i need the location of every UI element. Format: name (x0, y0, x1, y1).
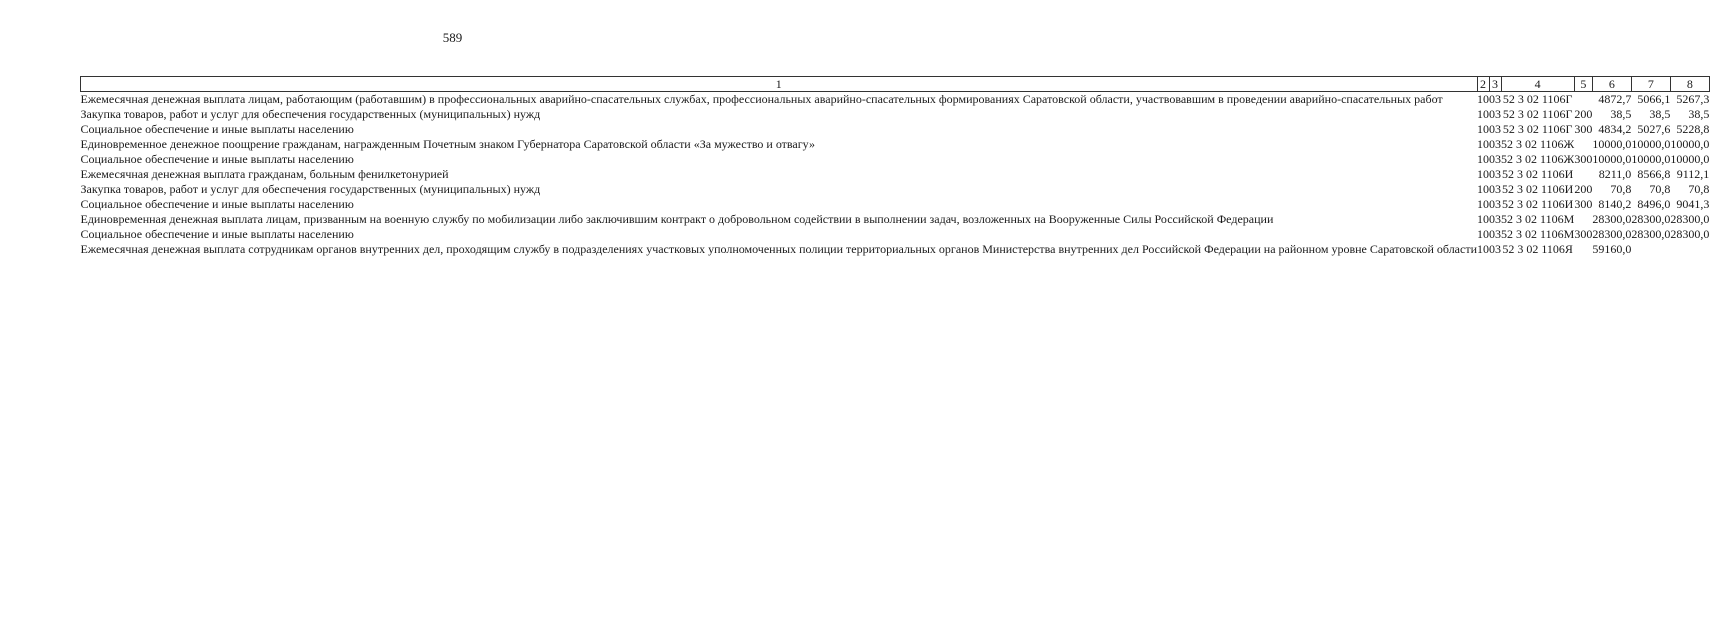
row-expense-type: 300 (1574, 122, 1593, 136)
row-expense-type: 300 (1574, 152, 1593, 166)
row-subsection: 03 (1489, 122, 1501, 136)
row-amount-3: 70,8 (1688, 182, 1710, 196)
row-expense-type (1574, 167, 1592, 182)
table-row (81, 197, 1710, 212)
row-target-article: 52 3 02 1106И (1502, 182, 1574, 196)
table-row (81, 152, 1710, 167)
col-header: 6 (1592, 77, 1631, 92)
row-section: 10 (1477, 242, 1489, 256)
row-expense-type: 300 (1574, 197, 1593, 211)
row-amount-2 (1631, 242, 1670, 257)
row-target-article: 52 3 02 1106Ж (1501, 137, 1575, 151)
table-row (81, 92, 1710, 108)
row-amount-1: 4872,7 (1598, 92, 1632, 106)
row-expense-type (1574, 92, 1592, 108)
row-amount-1: 8211,0 (1598, 167, 1632, 181)
row-target-article: 52 3 02 1106М (1501, 212, 1575, 226)
row-amount-3: 9041,3 (1676, 197, 1710, 211)
row-subsection: 03 (1489, 182, 1501, 196)
table-body (81, 92, 1710, 258)
row-amount-1: 59160,0 (1592, 242, 1632, 256)
row-amount-3: 10000,0 (1670, 137, 1710, 151)
page-number: 589 (442, 30, 463, 45)
row-expense-type (1574, 137, 1592, 152)
table-row (81, 137, 1710, 152)
row-target-article: 52 3 02 1106Г (1502, 107, 1573, 121)
row-amount-2: 38,5 (1649, 107, 1671, 121)
row-subsection: 03 (1489, 197, 1501, 211)
row-target-article: 52 3 02 1106И (1502, 167, 1574, 181)
row-section: 10 (1477, 227, 1489, 241)
row-target-article: 52 3 02 1106Г (1502, 92, 1573, 106)
col-header: 3 (1489, 77, 1501, 92)
row-amount-2: 28300,0 (1631, 227, 1671, 241)
table-row (81, 182, 1710, 197)
row-section: 10 (1477, 92, 1489, 106)
row-subsection: 03 (1489, 137, 1501, 151)
row-description: Социальное обеспечение и иные выплаты населению (80, 122, 354, 136)
row-amount-3: 38,5 (1688, 107, 1710, 121)
row-description: Социальное обеспечение и иные выплаты населению (80, 152, 354, 166)
row-description: Закупка товаров, работ и услуг для обеспечения государственных (муниципальных) нужд (80, 182, 541, 196)
row-section: 10 (1477, 107, 1489, 121)
row-amount-3: 5228,8 (1676, 122, 1710, 136)
col-header: 5 (1574, 77, 1592, 92)
row-amount-1: 10000,0 (1592, 137, 1632, 151)
row-amount-1: 28300,0 (1592, 212, 1632, 226)
row-description: Ежемесячная денежная выплата сотрудникам органов внутренних дел, проходящим службу в подразделениях участковых уполномоченных полиции территориальных органов Министерства внутренних дел Российской Федерации на районном уровне Саратовской области (80, 242, 1477, 256)
row-subsection: 03 (1489, 107, 1501, 121)
col-header: 1 (81, 77, 1478, 92)
row-target-article: 52 3 02 1106М (1501, 227, 1575, 241)
row-description: Ежемесячная денежная выплата гражданам, больным фенилкетонурией (80, 167, 449, 181)
row-target-article: 52 3 02 1106Я (1502, 242, 1573, 256)
row-amount-3: 28300,0 (1670, 227, 1710, 241)
table-row (81, 122, 1710, 137)
row-amount-2: 5027,6 (1637, 122, 1671, 136)
row-amount-2: 8496,0 (1637, 197, 1671, 211)
row-description: Единовременная денежная выплата лицам, призванным на военную службу по мобилизации либо заключившим контракт о добровольном содействии в выполнении задач, возложенных на Вооруженные Силы Российской Федерации (80, 212, 1274, 226)
row-expense-type: 300 (1574, 227, 1593, 241)
row-subsection: 03 (1489, 92, 1501, 106)
row-section: 10 (1477, 212, 1489, 226)
row-section: 10 (1477, 197, 1489, 211)
row-section: 10 (1477, 152, 1489, 166)
row-amount-1: 4834,2 (1598, 122, 1632, 136)
row-amount-2: 10000,0 (1631, 152, 1671, 166)
row-section: 10 (1477, 137, 1489, 151)
row-section: 10 (1477, 167, 1489, 181)
row-description: Единовременное денежное поощрение гражданам, награжденным Почетным знаком Губернатора Саратовской области «За мужество и отвагу» (80, 137, 815, 151)
row-subsection: 03 (1489, 167, 1501, 181)
table-row (81, 242, 1710, 257)
row-description: Ежемесячная денежная выплата лицам, работающим (работавшим) в профессиональных аварийно-спасательных службах, профессиональных аварийно-спасательных формированиях Саратовской области, участвовавшим в проведении аварийно-спасательных работ (80, 92, 1443, 106)
col-header: 7 (1631, 77, 1670, 92)
row-target-article: 52 3 02 1106И (1502, 197, 1574, 211)
row-amount-3: 10000,0 (1670, 152, 1710, 166)
row-amount-1: 38,5 (1610, 107, 1632, 121)
row-description: Социальное обеспечение и иные выплаты населению (80, 197, 354, 211)
row-subsection: 03 (1489, 227, 1501, 241)
row-amount-2: 8566,8 (1637, 167, 1671, 181)
header-row (81, 77, 1710, 92)
row-expense-type (1574, 212, 1592, 227)
row-amount-2: 5066,1 (1637, 92, 1671, 106)
budget-table (80, 76, 1710, 257)
row-amount-3 (1670, 242, 1709, 257)
row-amount-3: 5267,3 (1676, 92, 1710, 106)
row-amount-1: 70,8 (1610, 182, 1632, 196)
table-row (81, 107, 1710, 122)
col-header: 8 (1670, 77, 1709, 92)
row-description: Социальное обеспечение и иные выплаты населению (80, 227, 354, 241)
row-expense-type (1574, 242, 1592, 257)
row-subsection: 03 (1489, 152, 1501, 166)
row-subsection: 03 (1489, 212, 1501, 226)
row-amount-1: 28300,0 (1592, 227, 1632, 241)
row-amount-3: 28300,0 (1670, 212, 1710, 226)
row-subsection: 03 (1489, 242, 1501, 256)
col-header: 2 (1477, 77, 1489, 92)
row-section: 10 (1477, 122, 1489, 136)
row-amount-3: 9112,1 (1676, 167, 1710, 181)
row-target-article: 52 3 02 1106Г (1502, 122, 1573, 136)
row-section: 10 (1477, 182, 1489, 196)
table-row (81, 212, 1710, 227)
row-amount-2: 70,8 (1649, 182, 1671, 196)
row-amount-1: 10000,0 (1592, 152, 1632, 166)
table-row (81, 167, 1710, 182)
row-description: Закупка товаров, работ и услуг для обеспечения государственных (муниципальных) нужд (80, 107, 541, 121)
row-amount-1: 8140,2 (1598, 197, 1632, 211)
row-expense-type: 200 (1574, 107, 1593, 121)
row-amount-2: 28300,0 (1631, 212, 1671, 226)
row-target-article: 52 3 02 1106Ж (1501, 152, 1575, 166)
row-amount-2: 10000,0 (1631, 137, 1671, 151)
col-header: 4 (1501, 77, 1574, 92)
row-expense-type: 200 (1574, 182, 1593, 196)
table-row (81, 227, 1710, 242)
